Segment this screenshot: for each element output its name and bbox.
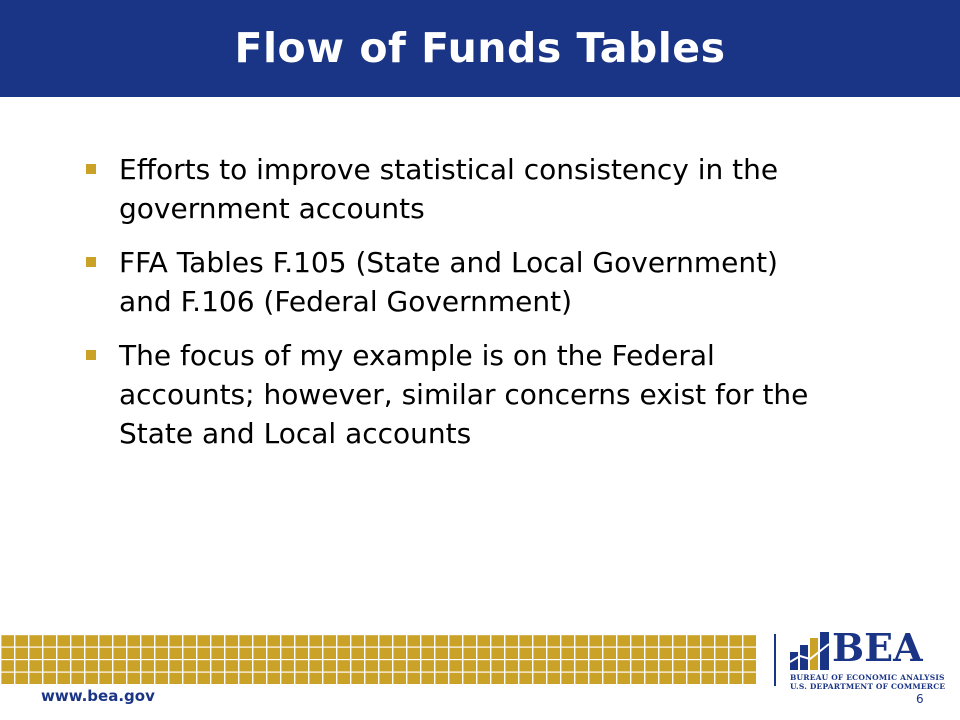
slide-title: Flow of Funds Tables — [234, 24, 726, 72]
bea-logo — [786, 625, 946, 692]
bullet-square-icon — [86, 164, 96, 174]
bullet-text: FFA Tables F.105 (State and Local Government) and F.106 (Federal Government) — [119, 246, 778, 318]
logo-agency-name: BUREAU OF ECONOMIC ANALYSIS — [790, 673, 945, 682]
footer-divider — [774, 634, 776, 686]
bea-chart-icon — [788, 632, 832, 672]
bullet-square-icon — [86, 350, 96, 360]
bullet-item — [113, 336, 833, 453]
logo-wordmark: BEA — [832, 625, 923, 670]
website-link[interactable]: www.bea.gov — [41, 687, 155, 705]
bullet-text: Efforts to improve statistical consistency in the government accounts — [119, 153, 779, 225]
bullet-text: The focus of my example is on the Federal accounts; however, similar concerns exist for the State and Local accounts — [119, 339, 809, 450]
bullet-square-icon — [86, 257, 96, 267]
bullet-list — [113, 150, 833, 468]
page-number: 6 — [916, 692, 924, 706]
decorative-grid-band — [0, 634, 756, 684]
logo-department-name: U.S. DEPARTMENT OF COMMERCE — [790, 682, 946, 691]
bullet-item — [113, 150, 833, 228]
bullet-item — [113, 243, 833, 321]
title-bar — [0, 0, 960, 97]
